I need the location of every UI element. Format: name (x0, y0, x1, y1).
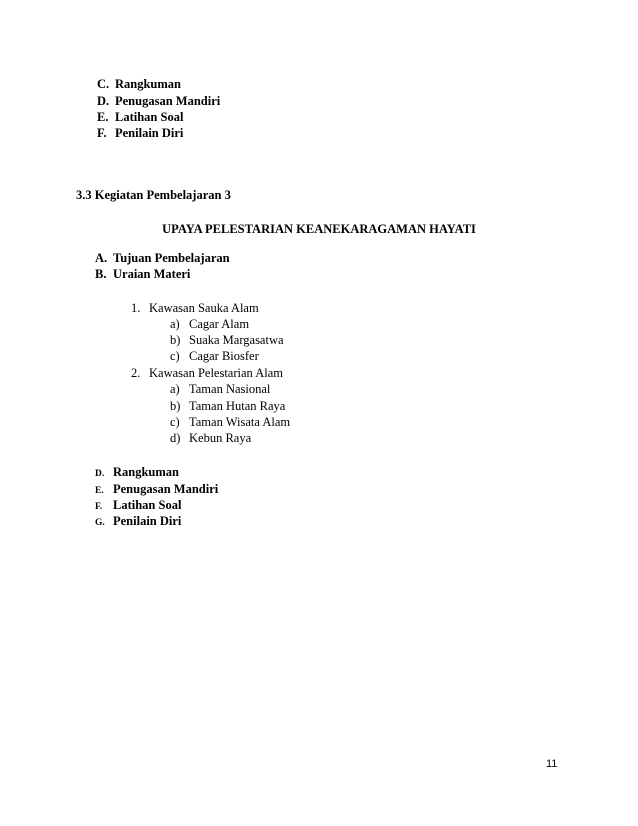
list-item (95, 464, 179, 482)
list-text: Rangkuman (113, 465, 179, 479)
list-marker: E. (95, 486, 104, 496)
list-item (97, 109, 183, 125)
list-marker: A. (95, 251, 108, 265)
page-number: 11 (546, 758, 558, 770)
list-marker: a) (170, 317, 180, 331)
list-item (97, 93, 220, 109)
list-text: Latihan Soal (115, 110, 184, 124)
list-text: Penugasan Mandiri (115, 94, 221, 108)
list-text: Rangkuman (115, 77, 181, 91)
sub-list-item (170, 348, 259, 364)
list-text: Penilain Diri (113, 514, 182, 528)
sub-list-item (170, 316, 249, 332)
list-item (131, 300, 259, 316)
list-item (95, 266, 190, 282)
section-title: UPAYA PELESTARIAN KEANEKARAGAMAN HAYATI (162, 222, 476, 236)
list-text: Uraian Materi (113, 267, 191, 281)
list-marker: G. (95, 518, 105, 528)
list-text: Suaka Margasatwa (189, 333, 284, 347)
sub-list-item (170, 381, 270, 397)
list-text: Cagar Alam (189, 317, 250, 331)
list-marker: a) (170, 382, 180, 396)
list-marker: c) (170, 415, 180, 429)
list-marker: C. (97, 77, 110, 91)
list-item (95, 513, 181, 531)
list-marker: b) (170, 333, 181, 347)
list-text: Penilain Diri (115, 126, 184, 140)
list-text: Latihan Soal (113, 498, 182, 512)
list-marker: b) (170, 399, 181, 413)
list-marker: F. (97, 126, 107, 140)
list-text: Cagar Biosfer (189, 349, 259, 363)
list-text: Kawasan Pelestarian Alam (149, 366, 283, 380)
list-marker: F. (95, 502, 103, 512)
list-item (131, 365, 283, 381)
list-text: Tujuan Pembelajaran (113, 251, 230, 265)
list-text: Kawasan Sauka Alam (149, 301, 259, 315)
list-marker: 1. (131, 301, 141, 315)
sub-list-item (170, 414, 290, 430)
list-marker: c) (170, 349, 180, 363)
list-item (97, 125, 183, 141)
list-marker: d) (170, 431, 181, 445)
list-text: Taman Nasional (189, 382, 271, 396)
sub-list-item (170, 332, 284, 348)
list-marker: D. (97, 94, 110, 108)
section-heading: 3.3 Kegiatan Pembelajaran 3 (76, 188, 231, 202)
list-text: Kebun Raya (189, 431, 252, 445)
list-text: Taman Wisata Alam (189, 415, 291, 429)
list-item (95, 250, 230, 266)
list-marker: E. (97, 110, 109, 124)
sub-list-item (170, 398, 285, 414)
list-item (97, 76, 181, 92)
list-marker: D. (95, 469, 105, 479)
sub-list-item (170, 430, 251, 446)
list-text: Penugasan Mandiri (113, 482, 219, 496)
list-marker: B. (95, 267, 107, 281)
list-text: Taman Hutan Raya (189, 399, 286, 413)
list-marker: 2. (131, 366, 141, 380)
